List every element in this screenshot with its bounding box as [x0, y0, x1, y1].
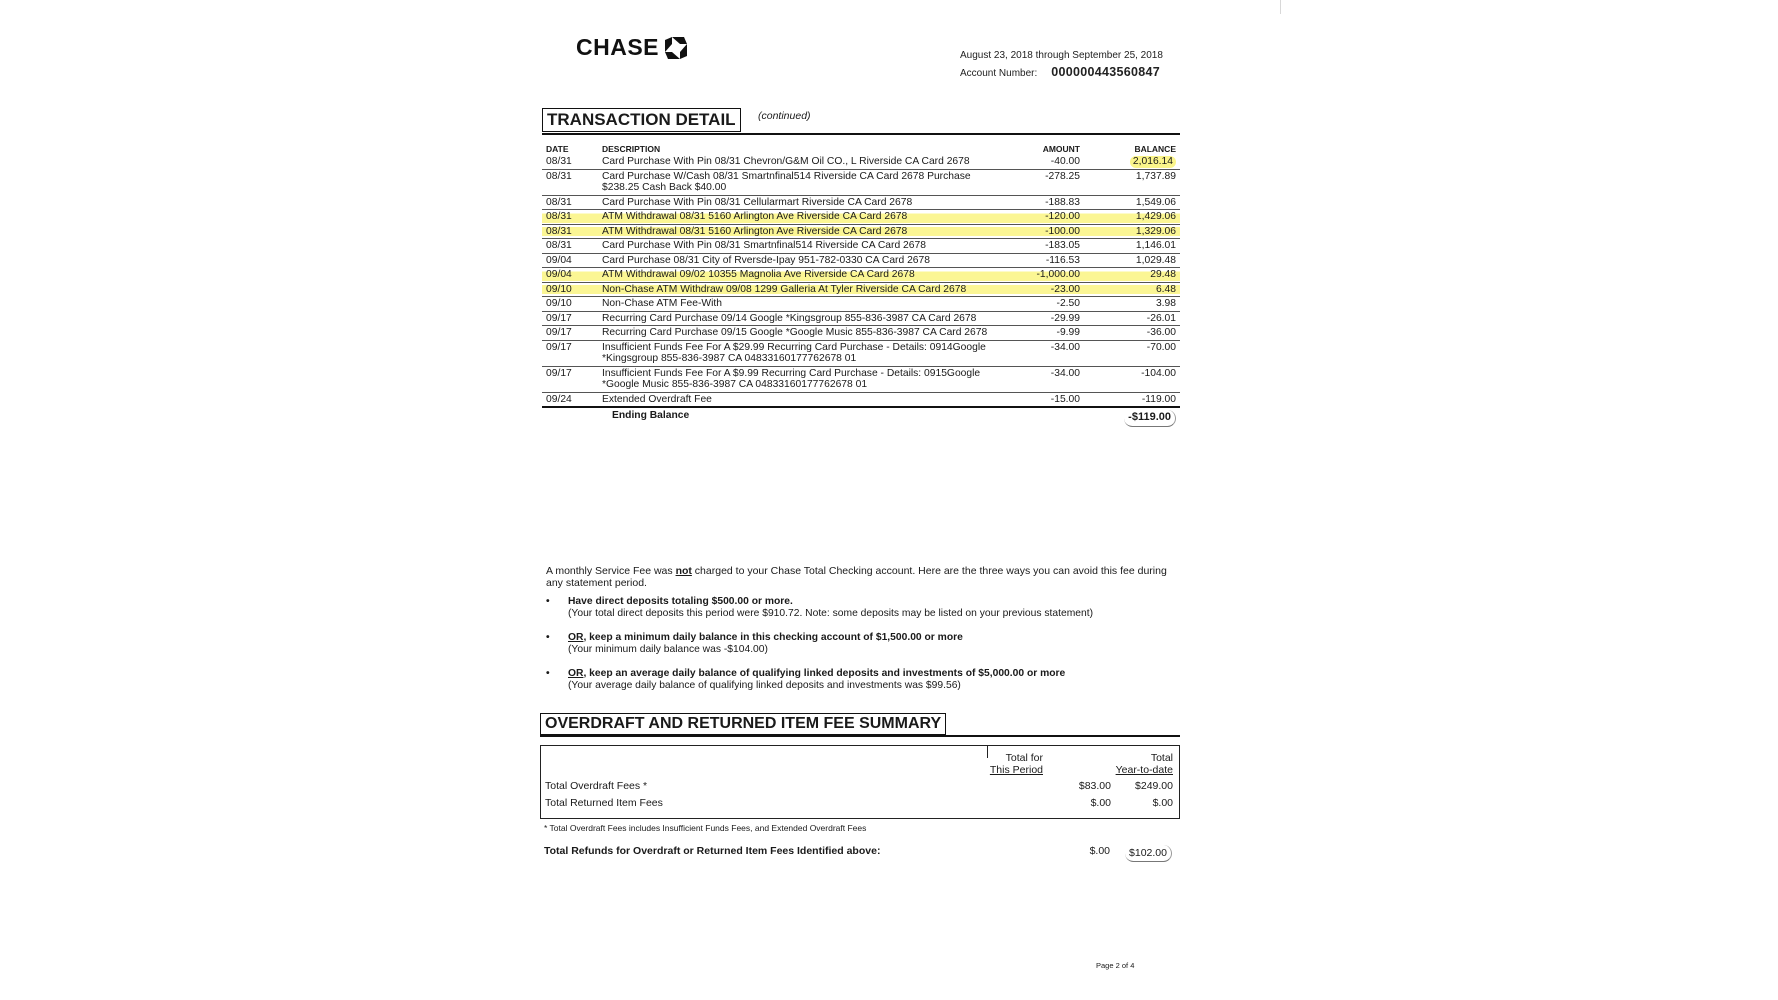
transaction-amount: -1,000.00	[1006, 268, 1084, 283]
notice-text-end: charged to your Chase Total Checking account. Here are the three ways you can avoid this fee during any statement period.	[546, 565, 1167, 589]
waiver-detail: (Your average daily balance of qualifying linked deposits and investments was $99.56)	[568, 680, 961, 691]
overdraft-footnote: * Total Overdraft Fees includes Insufficient Funds Fees, and Extended Overdraft Fees	[544, 823, 867, 833]
bullet-dot: •	[546, 596, 550, 607]
col1-line1: Total for	[1005, 752, 1043, 764]
transaction-rows	[542, 155, 1180, 428]
column-header-description: DESCRIPTION	[602, 144, 661, 154]
ending-balance-cell	[1084, 407, 1180, 428]
table-row	[542, 268, 1180, 283]
transaction-description: ATM Withdrawal 08/31 5160 Arlington Ave Riverside CA Card 2678	[598, 224, 1006, 239]
continued-note: (continued)	[758, 110, 811, 122]
handwritten-circle: $102.00	[1125, 845, 1172, 862]
table-row	[542, 326, 1180, 341]
transaction-description: ATM Withdrawal 08/31 5160 Arlington Ave Riverside CA Card 2678	[598, 210, 1006, 225]
refund-ytd	[1044, 845, 1172, 862]
transaction-description: Extended Overdraft Fee	[598, 392, 1006, 407]
transaction-description: Card Purchase With Pin 08/31 Chevron/G&M Oil CO., L Riverside CA Card 2678	[598, 155, 1006, 169]
account-row	[960, 65, 1163, 79]
transaction-table	[542, 142, 1180, 428]
transaction-date: 09/17	[542, 340, 598, 366]
transaction-date: 08/31	[542, 224, 598, 239]
transaction-amount: -183.05	[1006, 239, 1084, 254]
balance-cell	[1084, 155, 1180, 169]
notice-emphasis: not	[675, 565, 692, 577]
table-row	[542, 340, 1180, 366]
transaction-balance: 6.48	[1084, 282, 1180, 297]
transaction-amount: -29.99	[1006, 311, 1084, 326]
transaction-date: 08/31	[542, 155, 598, 169]
transaction-amount: -120.00	[1006, 210, 1084, 225]
col2-line1: Total	[1150, 752, 1173, 764]
transaction-amount: -116.53	[1006, 253, 1084, 268]
transaction-amount: -188.83	[1006, 195, 1084, 210]
waiver-condition	[568, 668, 1186, 680]
overdraft-summary-title: OVERDRAFT AND RETURNED ITEM FEE SUMMARY	[540, 713, 946, 735]
transaction-date: 08/31	[542, 195, 598, 210]
statement-page	[540, 30, 1200, 990]
transaction-date: 08/31	[542, 239, 598, 254]
or-prefix: OR	[568, 668, 584, 679]
returned-fees-ytd: $.00	[1152, 797, 1173, 809]
table-row	[542, 169, 1180, 195]
table-row	[542, 210, 1180, 225]
transaction-amount: -34.00	[1006, 366, 1084, 392]
transaction-date: 09/17	[542, 326, 598, 341]
column-header-date: DATE	[546, 144, 569, 154]
transaction-balance: 2,016.14	[1130, 156, 1176, 168]
transaction-date: 08/31	[542, 210, 598, 225]
service-fee-notice	[546, 565, 1186, 589]
statement-info	[960, 50, 1163, 79]
returned-item-row	[545, 797, 1175, 811]
bullet-dot: •	[546, 632, 550, 643]
table-row	[542, 195, 1180, 210]
transaction-balance: 1,429.06	[1084, 210, 1180, 225]
overdraft-summary-box	[540, 745, 1180, 819]
transaction-date: 09/17	[542, 366, 598, 392]
table-row	[542, 297, 1180, 312]
transaction-balance: 3.98	[1084, 297, 1180, 312]
overdraft-fees-ytd: $249.00	[1135, 780, 1173, 792]
transaction-description: Insufficient Funds Fee For A $29.99 Recurring Card Purchase - Details: 0914Google *Kingsgroup 855-836-3987 CA 04833160177762678 01	[598, 340, 1006, 366]
condition-text: Have direct deposits totaling $500.00 or more.	[568, 596, 793, 607]
waiver-condition	[568, 632, 1186, 644]
page-number: Page 2 of 4	[1096, 961, 1135, 970]
or-prefix: OR	[568, 632, 584, 643]
column-header-amount: AMOUNT	[1042, 144, 1080, 154]
overdraft-fees-label: Total Overdraft Fees *	[545, 780, 648, 792]
blank-cell	[1006, 407, 1084, 428]
notice-text-start: A monthly Service Fee was	[546, 565, 676, 577]
transaction-balance: -26.01	[1084, 311, 1180, 326]
returned-fees-label: Total Returned Item Fees	[545, 797, 663, 809]
ending-balance-value: -$119.00	[1124, 410, 1176, 427]
transaction-date: 09/10	[542, 297, 598, 312]
ending-balance-row	[542, 407, 1180, 428]
returned-fees-period: $.00	[1090, 797, 1111, 809]
waiver-condition	[568, 596, 1186, 608]
col1-line2: This Period	[989, 764, 1043, 776]
table-row	[542, 155, 1180, 169]
section-rule	[542, 133, 1180, 135]
transaction-description: Card Purchase With Pin 08/31 Cellularmart Riverside CA Card 2678	[598, 195, 1006, 210]
overdraft-row	[545, 780, 1175, 794]
transaction-description: Card Purchase W/Cash 08/31 Smartnfinal514 Riverside CA Card 2678 Purchase $238.25 Cash Back $40.00	[598, 169, 1006, 195]
transaction-amount: -23.00	[1006, 282, 1084, 297]
transaction-balance: 29.48	[1084, 268, 1180, 283]
refund-row	[544, 845, 1180, 857]
table-row	[542, 253, 1180, 268]
transaction-amount: -15.00	[1006, 392, 1084, 407]
transaction-date: 09/24	[542, 392, 598, 407]
transaction-balance: 1,737.89	[1084, 169, 1180, 195]
transaction-date: 09/10	[542, 282, 598, 297]
blank-cell	[542, 407, 598, 428]
transaction-balance: 1,029.48	[1084, 253, 1180, 268]
table-row	[542, 239, 1180, 254]
logo-wordmark: CHASE	[576, 34, 660, 60]
chase-octagon-icon	[664, 36, 688, 60]
transaction-balance: -36.00	[1084, 326, 1180, 341]
table-row	[542, 366, 1180, 392]
transaction-amount: -278.25	[1006, 169, 1084, 195]
chase-logo	[576, 34, 688, 61]
list-item	[546, 668, 1186, 692]
column-header-this-period	[913, 752, 1043, 776]
transaction-balance: 1,549.06	[1084, 195, 1180, 210]
table-row	[542, 282, 1180, 297]
account-number: 000000443560847	[1051, 65, 1161, 79]
list-item	[546, 596, 1186, 620]
transaction-description: Non-Chase ATM Withdraw 09/08 1299 Galleria At Tyler Riverside CA Card 2678	[598, 282, 1006, 297]
column-header-year-to-date	[1041, 752, 1173, 776]
page-edge-mark	[1280, 0, 1281, 14]
condition-text: , keep an average daily balance of qualifying linked deposits and investments of $5,000.00 or more	[583, 668, 1066, 679]
transaction-description: ATM Withdrawal 09/02 10355 Magnolia Ave Riverside CA Card 2678	[598, 268, 1006, 283]
transaction-amount: -34.00	[1006, 340, 1084, 366]
transaction-balance: -119.00	[1084, 392, 1180, 407]
transaction-description: Recurring Card Purchase 09/15 Google *Google Music 855-836-3987 CA Card 2678	[598, 326, 1006, 341]
section-rule	[540, 735, 1180, 737]
waiver-detail: (Your minimum daily balance was -$104.00)	[568, 644, 768, 655]
table-header-row	[542, 142, 1180, 155]
transaction-date: 08/31	[542, 169, 598, 195]
bullet-dot: •	[546, 668, 550, 679]
fee-waiver-list	[546, 596, 1186, 704]
overdraft-fees-period: $83.00	[1078, 780, 1111, 792]
transaction-description: Insufficient Funds Fee For A $9.99 Recurring Card Purchase - Details: 0915Google *Google Music 855-836-3987 CA 04833160177762678 01	[598, 366, 1006, 392]
statement-period: August 23, 2018 through September 25, 2018	[960, 50, 1163, 61]
transaction-amount: -40.00	[1006, 155, 1084, 169]
transaction-amount: -9.99	[1006, 326, 1084, 341]
transaction-balance: -104.00	[1084, 366, 1180, 392]
table-row	[542, 392, 1180, 407]
list-item	[546, 632, 1186, 656]
transaction-description: Card Purchase With Pin 08/31 Smartnfinal514 Riverside CA Card 2678	[598, 239, 1006, 254]
col2-line2: Year-to-date	[1115, 764, 1173, 776]
transaction-description: Card Purchase 08/31 City of Rversde-Ipay 951-782-0330 CA Card 2678	[598, 253, 1006, 268]
refund-period: $.00	[1089, 845, 1110, 857]
table-row	[542, 224, 1180, 239]
transaction-balance: 1,146.01	[1084, 239, 1180, 254]
condition-text: , keep a minimum daily balance in this checking account of $1,500.00 or more	[583, 632, 963, 643]
waiver-detail: (Your total direct deposits this period were $910.72. Note: some deposits may be listed on your previous statement)	[568, 608, 1094, 619]
transaction-amount: -100.00	[1006, 224, 1084, 239]
transaction-balance: 1,329.06	[1084, 224, 1180, 239]
transaction-date: 09/04	[542, 253, 598, 268]
account-label: Account Number:	[960, 68, 1038, 79]
refund-label: Total Refunds for Overdraft or Returned Item Fees Identified above:	[544, 845, 881, 857]
ending-balance-label: Ending Balance	[612, 410, 690, 421]
transaction-date: 09/04	[542, 268, 598, 283]
transaction-date: 09/17	[542, 311, 598, 326]
transaction-description: Recurring Card Purchase 09/14 Google *Kingsgroup 855-836-3987 CA Card 2678	[598, 311, 1006, 326]
column-header-balance: BALANCE	[1134, 144, 1176, 154]
transaction-amount: -2.50	[1006, 297, 1084, 312]
table-row	[542, 311, 1180, 326]
transaction-detail-title: TRANSACTION DETAIL	[542, 108, 741, 132]
transaction-balance: -70.00	[1084, 340, 1180, 366]
transaction-description: Non-Chase ATM Fee-With	[598, 297, 1006, 312]
